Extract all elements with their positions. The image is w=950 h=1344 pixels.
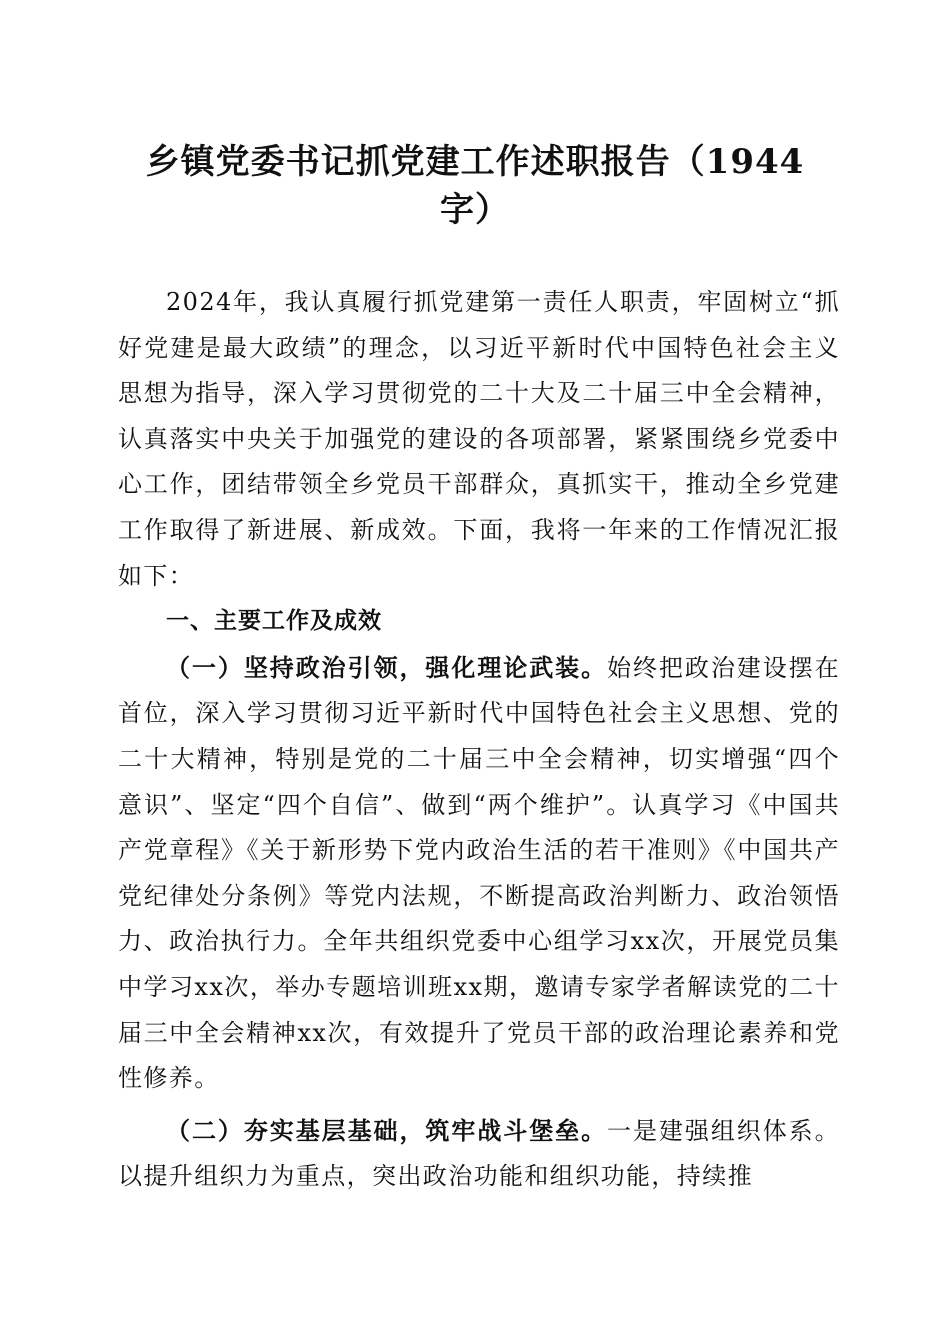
item-2-body: 一是建强组织体系。以提升组织力为重点，突出政治功能和组织功能，持续推 xyxy=(118,1116,840,1191)
document-body xyxy=(118,280,840,1200)
section-item-1 xyxy=(118,645,840,1102)
document-title: 乡镇党委书记抓党建工作述职报告（1944字） xyxy=(145,142,805,230)
item-1-lead: （一）坚持政治引领，强化理论武装。 xyxy=(166,652,608,682)
item-1-body: 始终把政治建设摆在首位，深入学习贯彻习近平新时代中国特色社会主义思想、党的二十大精神，特别是党的二十届三中全会精神，切实增强“四个意识”、坚定“四个自信”、做到“两个维护”。认真学习《中国共产党章程》《关于新形势下党内政治生活的若干准则》《中国共产党纪律处分条例》等党内法规，不断提高政治判断力、政治领悟力、政治执行力。全年共组织党委中心组学习xx次，开展党员集中学习xx次，举办专题培训班xx期，邀请专家学者解读党的二十届三中全会精神xx次，有效提升了党员干部的政治理论素养和党性修养。 xyxy=(118,653,840,1093)
section-item-2 xyxy=(118,1108,840,1200)
item-2-lead: （二）夯实基层基础，筑牢战斗堡垒。 xyxy=(166,1115,608,1145)
intro-paragraph: 2024年，我认真履行抓党建第一责任人职责，牢固树立“抓好党建是最大政绩”的理念，以习近平新时代中国特色社会主义思想为指导，深入学习贯彻党的二十大及二十届三中全会精神，认真落实中央关于加强党的建设的各项部署，紧紧围绕乡党委中心工作，团结带领全乡党员干部群众，真抓实干，推动全乡党建工作取得了新进展、新成效。下面，我将一年来的工作情况汇报如下： xyxy=(118,288,840,590)
section-heading: 一、主要工作及成效 xyxy=(166,608,382,635)
